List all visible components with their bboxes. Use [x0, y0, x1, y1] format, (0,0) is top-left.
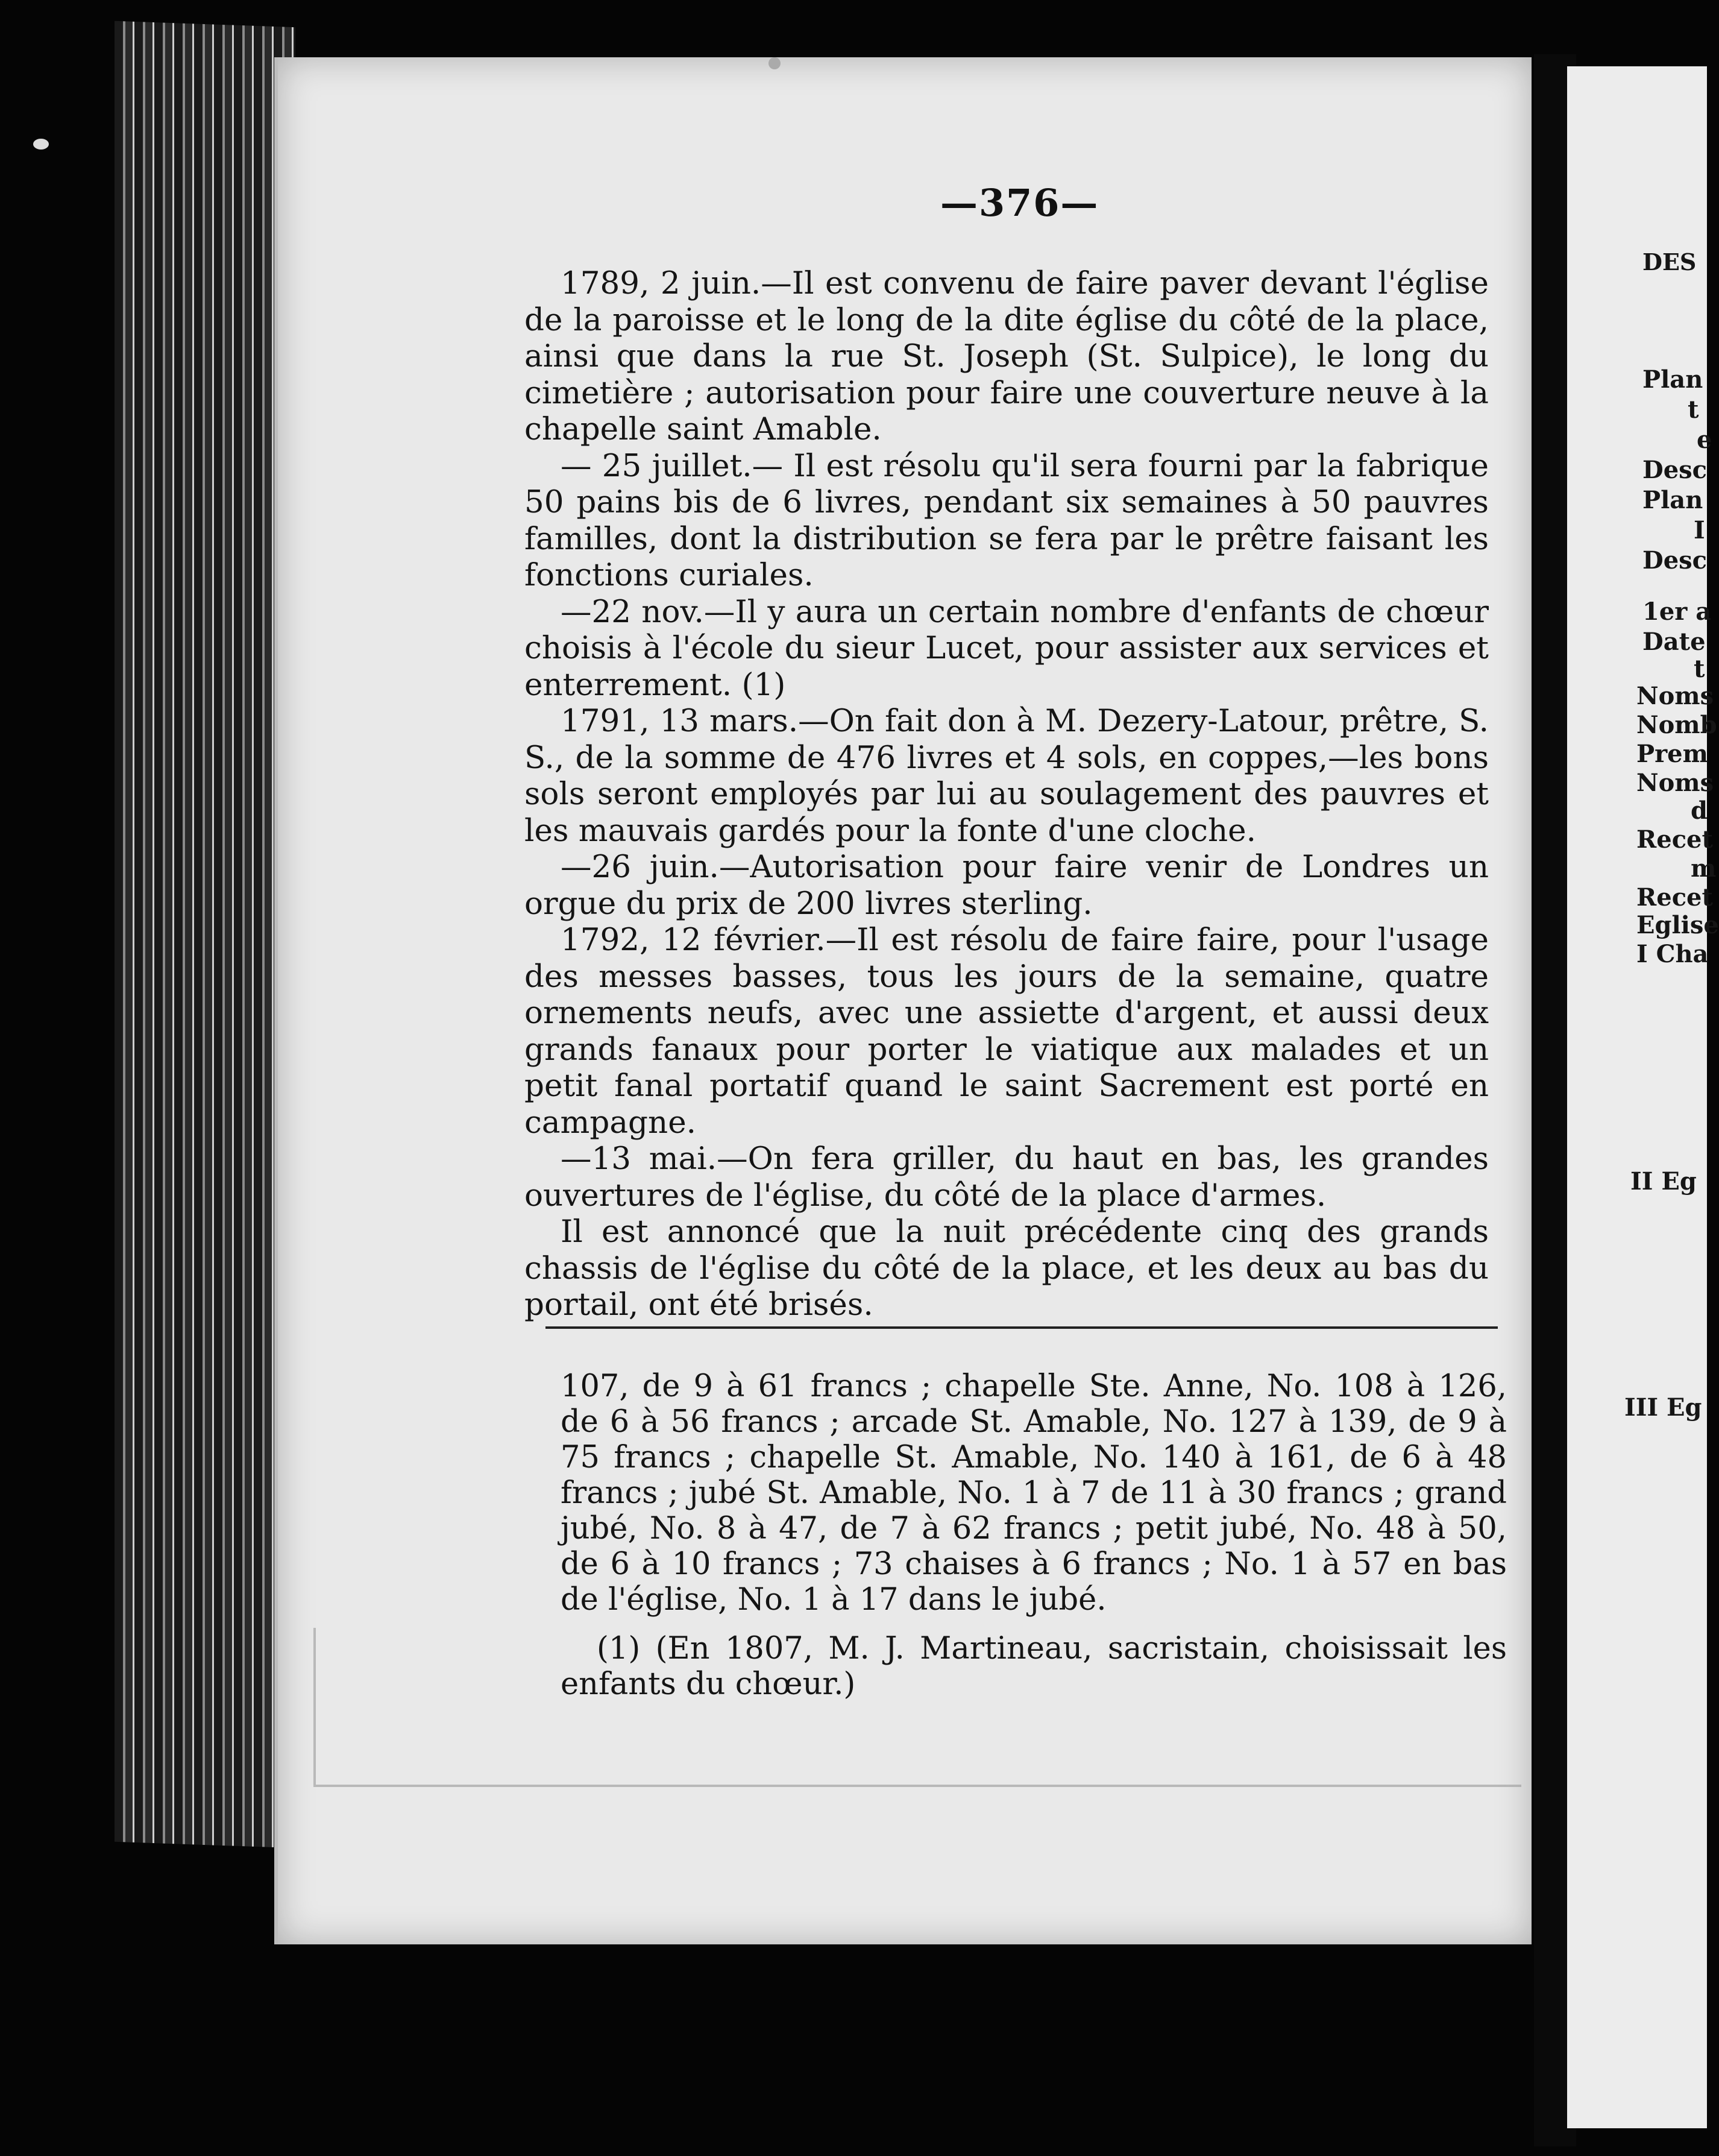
facing-label: d [1691, 796, 1708, 825]
facing-label: t [1694, 655, 1705, 683]
footnote-divider [545, 1326, 1498, 1329]
facing-label: II Eg [1630, 1167, 1697, 1196]
footnotes [561, 1369, 1507, 1715]
dust-speck [33, 139, 49, 150]
paragraph: —22 nov.—Il y aura un certain nombre d'enfants de chœur choisis à l'école du sieur Lucet, pour assister aux services et enterrement. (1) [524, 593, 1489, 703]
paragraph: —26 juin.—Autorisation pour faire venir de Londres un orgue du prix de 200 livres sterling. [524, 849, 1489, 922]
facing-label: I Cha [1636, 940, 1709, 968]
paragraph: 1792, 12 février.—Il est résolu de faire faire, pour l'usage des messes basses, tous les jours de la semaine, quatre ornements neufs, avec une assiette d'argent, et aussi deux grands fanaux pour porter le viatique aux malades et un petit fanal portatif quand le saint Sacrement est porté en campagne. [524, 922, 1489, 1141]
book-page-edges [115, 21, 295, 1848]
dust-speck [768, 57, 781, 69]
facing-label: III Eg [1624, 1393, 1702, 1422]
facing-label: Noms [1636, 769, 1714, 797]
facing-label: Desc [1642, 456, 1708, 484]
facing-label: I [1694, 516, 1705, 544]
facing-label: Prem [1636, 740, 1708, 768]
facing-label: Recet [1636, 883, 1713, 912]
facing-label: Recet [1636, 825, 1713, 854]
facing-label: 1er a [1642, 597, 1712, 626]
facing-label: t [1688, 396, 1699, 424]
main-text [524, 265, 1489, 1323]
facing-label: Desc [1642, 546, 1708, 575]
facing-label: e [1697, 426, 1712, 454]
facing-label: Noms [1636, 682, 1714, 710]
facing-label: Plan [1642, 486, 1703, 514]
footnote: (1) (En 1807, M. J. Martineau, sacristain, choisissait les enfants du chœur.) [561, 1631, 1507, 1702]
facing-header: DES [1642, 248, 1697, 276]
facing-label: Eglise [1636, 911, 1719, 939]
paragraph: 1789, 2 juin.—Il est convenu de faire paver devant l'église de la paroisse et le long de la dite église du côté de la place, ainsi que dans la rue St. Joseph (St. Sulpice), le long du cimetière ; autorisation pour faire une couverture neuve à la chapelle saint Amable. [524, 265, 1489, 447]
continued-note: 107, de 9 à 61 francs ; chapelle Ste. Anne, No. 108 à 126, de 6 à 56 francs ; arcade St. Amable, No. 127 à 139, de 9 à 75 francs ; chapelle St. Amable, No. 140 à 161, de 6 à 48 francs ; jubé St. Amable, No. 1 à 7 de 11 à 30 francs ; grand jubé, No. 8 à 47, de 7 à 62 francs ; petit jubé, No. 48 à 50, de 6 à 10 francs ; 73 chaises à 6 francs ; No. 1 à 57 en bas de l'église, No. 1 à 17 dans le jubé. [561, 1369, 1507, 1618]
paragraph: — 25 juillet.— Il est résolu qu'il sera fourni par la fabrique 50 pains bis de 6 livres, pendant six semaines à 50 pauvres familles, dont la distribution se fera par le prêtre faisant les fonctions curiales. [524, 447, 1489, 593]
paragraph: Il est annoncé que la nuit précédente cinq des grands chassis de l'église du côté de la place, et les deux au bas du portail, ont été brisés. [524, 1214, 1489, 1323]
facing-label: m [1691, 854, 1717, 883]
paragraph: —13 mai.—On fera griller, du haut en bas, les grandes ouvertures de l'église, du côté de la place d'armes. [524, 1141, 1489, 1214]
facing-label: Plan [1642, 365, 1703, 394]
page-number: —376— [940, 181, 1099, 225]
paragraph: 1791, 13 mars.—On fait don à M. Dezery-Latour, prêtre, S. S., de la somme de 476 livres et 4 sols, en coppes,—les bons sols seront employés par lui au soulagement des pauvres et les mauvais gardés pour la fonte d'une cloche. [524, 703, 1489, 849]
facing-label: Nomb [1636, 711, 1717, 739]
facing-label: Date [1642, 628, 1706, 656]
